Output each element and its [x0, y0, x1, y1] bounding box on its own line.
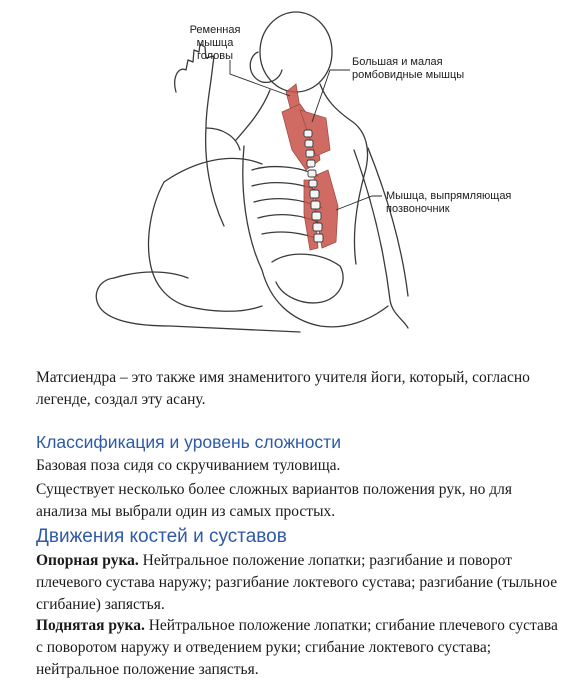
supporting-arm-term: Опорная рука.: [36, 552, 139, 569]
supporting-arm-text: Нейтральное положение лопатки; разгибание и поворот плечевого сустава наружу; разгибание локтевого сустава; разгибание (тыльное сгибание) запястья.: [36, 552, 558, 613]
classification-paragraph-1: Базовая поза сидя со скручиванием туловища.: [36, 457, 341, 474]
raised-arm-text: Нейтральное положение лопатки; сгибание плечевого сустава с поворотом наружу и отведением руки; сгибание локтевого сустава; нейтральное положение запястья.: [36, 617, 558, 678]
section-heading-classification: Классификация и уровень сложности: [36, 432, 341, 452]
intro-paragraph: Матсиендра – это также имя знаменитого учителя йоги, который, согласно легенде, создал эту асану.: [36, 369, 530, 408]
supporting-arm-paragraph: [36, 550, 566, 616]
raised-arm-paragraph: [36, 615, 566, 681]
label-erector-spinae: Мышца, выпрямляющая позвоночник: [386, 190, 512, 215]
label-rhomboids: Большая и малая ромбовидные мышцы: [352, 56, 465, 81]
classification-paragraph-2: Существует несколько более сложных вариантов положения рук, но для анализа мы выбрали один из самых простых.: [36, 481, 513, 520]
raised-arm-term: Поднятая рука.: [36, 617, 145, 634]
section-heading-joint-movements: Движения костей и суставов: [36, 526, 287, 547]
label-splenius-capitis: Ременная мышца головы: [189, 24, 241, 62]
